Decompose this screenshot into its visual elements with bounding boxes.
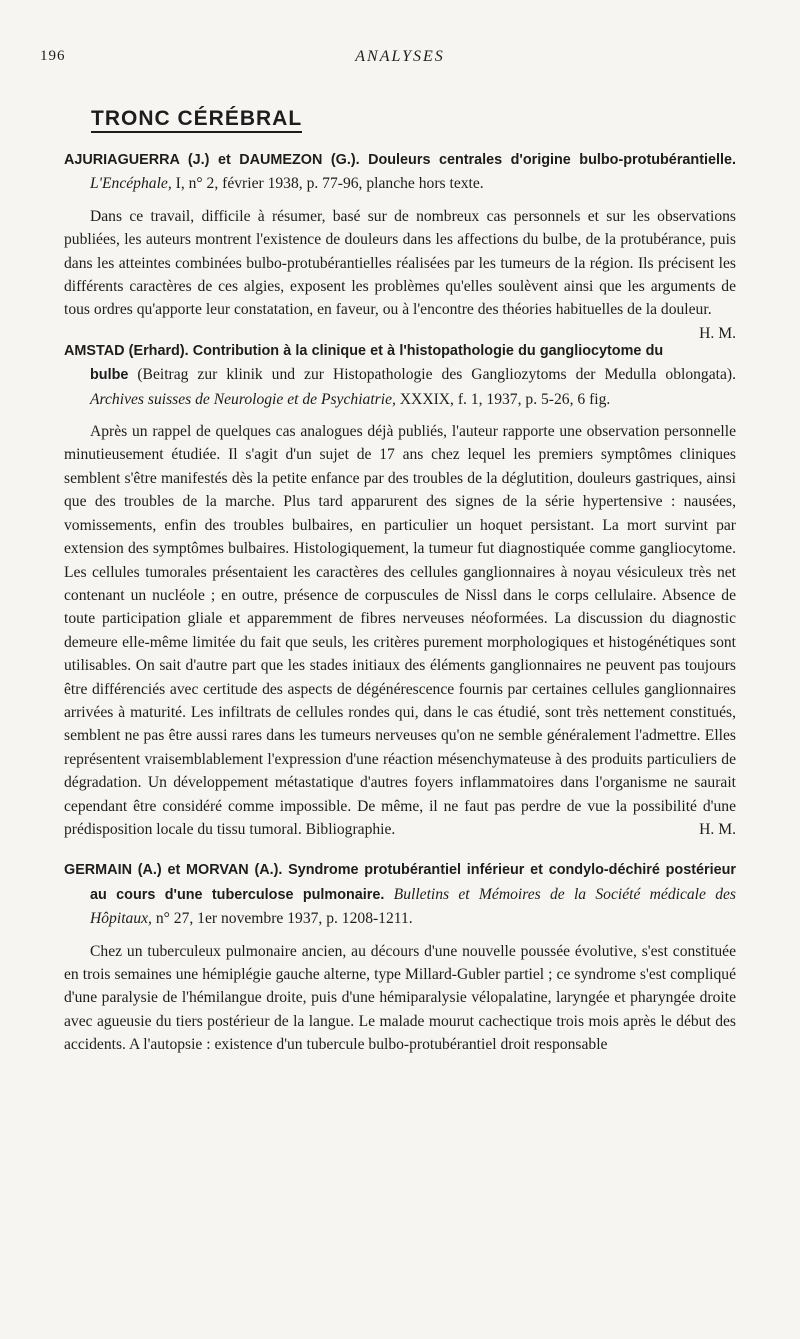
page-number: 196 bbox=[40, 48, 66, 64]
citation bbox=[64, 858, 736, 930]
abstract-body bbox=[64, 940, 736, 1057]
abstracts-list bbox=[64, 148, 736, 1074]
abstract-body bbox=[64, 420, 736, 841]
authors: GERMAIN (A.) et MORVAN (A.). bbox=[64, 862, 283, 879]
page-header bbox=[40, 48, 760, 70]
abstract-entry bbox=[64, 148, 737, 342]
journal-name: L'Encéphale, bbox=[90, 175, 172, 193]
running-head: ANALYSES bbox=[355, 48, 445, 65]
authors: AMSTAD (Erhard). bbox=[64, 342, 189, 359]
abstract-entry bbox=[64, 339, 736, 842]
signature: H. M. bbox=[699, 820, 736, 838]
citation-details: XXXIX, f. 1, 1937, p. 5-26, 6 fig. bbox=[399, 390, 611, 408]
citation-details: n° 27, 1er novembre 1937, p. 1208-1211. bbox=[155, 910, 413, 928]
signature: H. M. bbox=[699, 324, 736, 342]
journal-name: Archives suisses de Neurologie et de Psychiatrie, bbox=[90, 390, 396, 408]
journal-name: Bulletins et Mémoires de la Société médicale des Hôpitaux, bbox=[90, 885, 736, 928]
citation bbox=[64, 148, 736, 196]
article-title: Contribution à la clinique et à l'histopathologie du gangliocytome du bulbe bbox=[90, 342, 664, 384]
citation-details: I, n° 2, février 1938, p. 77-96, planche hors texte. bbox=[175, 175, 484, 193]
abstract-text: Dans ce travail, difficile à résumer, basé sur de nombreux cas personnels et sur les observations publiées, les auteurs montrent l'existence de douleurs dans les affections du bulbe, de la protubérance, puis dans les atteintes combinées bulbo-protubérantielles réalisées par les tumeurs de la région. Ils précisent les différents caractères de ces algies, exposent les problèmes qu'elles soulèvent ainsi que les arguments de tous ordres qu'apporte leur constatation, en faveur, ou à l'encontre des théories habituelles de la douleur. bbox=[64, 207, 736, 319]
authors: AJURIAGUERRA (J.) et DAUMEZON (G.). bbox=[64, 152, 360, 168]
abstract-text: Chez un tuberculeux pulmonaire ancien, au décours d'une nouvelle poussée évolutive, s'est constituée en trois semaines une hémiplégie gauche alterne, type Millard-Gubler partiel ; ce syndrome s'est compliqué d'une paralysie de l'hémilangue droite, puis d'une hémiparalysie vélopalatine, laryngée et pharyngée droite avec agueusie du tiers postérieur de la langue. Le malade mourut cachectique trois mois après le début des accidents. A l'autopsie : existence d'un tubercule bulbo-protubérantiel droit responsable bbox=[64, 942, 736, 1054]
section-title: TRONC CÉRÉBRAL bbox=[91, 107, 302, 133]
article-title: Douleurs centrales d'origine bulbo-protubérantielle. bbox=[368, 152, 737, 168]
citation bbox=[64, 339, 736, 411]
abstract-entry bbox=[64, 858, 736, 1056]
citation-original-title: (Beitrag zur klinik und zur Histopathologie des Gangliozytoms der Medulla oblongata). bbox=[137, 366, 736, 384]
abstract-text: Après un rappel de quelques cas analogues déjà publiés, l'auteur rapporte une observation personnelle minutieusement étudiée. Il s'agit d'un sujet de 17 ans chez lequel les premiers symptômes cliniques semblent s'être manifestés dès la petite enfance par des troubles de la déglutition, douleurs gastriques, ainsi que des troubles de la marche. Plus tard apparurent des signes de la série hypertensive : nausées, vomissements, enfin des troubles bulbaires, en particulier un hoquet persistant. La mort survint par extension des symptômes bulbaires. Histologiquement, la tumeur fut diagnostiquée comme gangliocytome. Les cellules tumorales présentaient les caractères des cellules ganglionnaires à noyau vésiculeux très net contenant un nucléole ; en outre, présence de corpuscules de Nissl dans le corps cellulaire. Absence de toute participation gliale et apparemment de fibres nerveuses néoformées. La discussion du diagnostic demeure elle-même limitée du fait que seuls, les critères purement morphologiques et histogénétiques sont utilisables. On sait d'autre part que les stades initiaux des éléments ganglionnaires ne peuvent pas toujours être différenciés avec certitude des aspects de dégénérescence fournis par certaines cellules ganglionnaires arrivées à maturité. Les infiltrats de cellules rondes qui, dans le cas étudié, sont très nettement constitués, semblent ne pas être aussi rares dans les tumeurs nerveuses qu'on ne semble généralement l'admettre. Elles représentent vraisemblablement l'expression d'une réaction mésenchymateuse à des produits particuliers de dégradation. Un développement métastatique d'autres foyers inflammatoires dans l'organisme ne saurait cependant être considéré comme impossible. De même, il ne faut pas perdre de vue la possibilité d'une prédisposition locale du tissu tumoral. Bibliographie. bbox=[64, 423, 736, 838]
article-title: Syndrome protubérantiel inférieur et condylo-déchiré postérieur au cours d'une tuberculose pulmonaire. bbox=[90, 862, 737, 903]
abstract-body bbox=[64, 205, 736, 342]
